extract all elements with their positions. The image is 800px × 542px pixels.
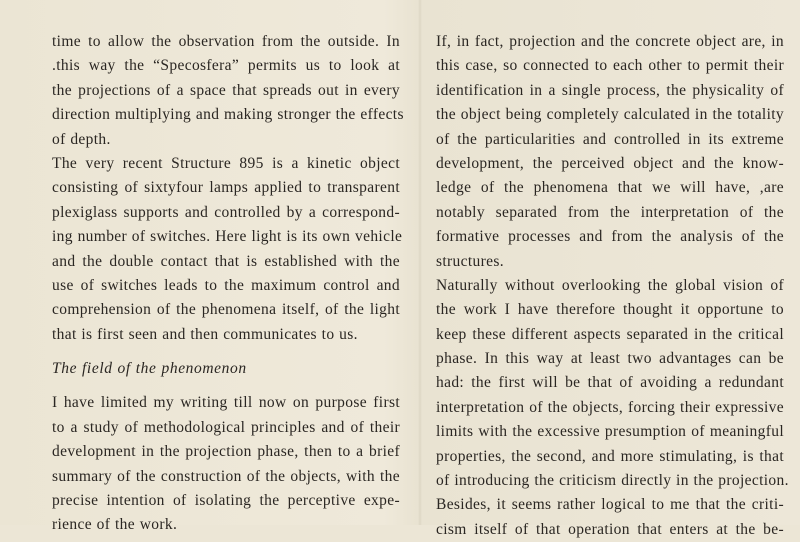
text-line: identification in a single process, the physicality of [436,81,784,99]
left-page-text [52,30,404,538]
text-line: keep these different aspects separated in the critical [436,325,784,343]
text-line: summary of the construction of the objects, with the [52,467,400,485]
text-line: to a study of methodological principles and of their [52,418,400,436]
text-line: plexiglass supports and controlled by a correspond- [52,203,400,221]
text-line: cism itself of that operation that enters at the be- [436,520,784,538]
text-line: The very recent Structure 895 is a kinetic object [52,154,400,172]
text-line: notably separated from the interpretation of the [436,203,784,221]
text-line: properties, the second, and more stimulating, is that [436,447,784,465]
text-line: rience of the work. [52,516,178,534]
text-line: phase. In this way at least two advantages can be [436,350,784,368]
text-line: of introducing the criticism directly in the projection. [436,472,789,490]
text-line: limits with the excessive presumption of meaningful [436,423,784,441]
text-line: If, in fact, projection and the concrete object are, in [436,33,784,50]
text-line: and the double contact that is established with the [52,252,400,270]
page-gutter [418,0,422,525]
text-line: of the particularities and controlled in its extreme [436,130,784,148]
text-line: direction multiplying and making stronger the effects [52,106,404,124]
text-line: precise intention of isolating the perceptive expe- [52,492,400,510]
text-line: that is first seen and then communicates to us. [52,325,358,343]
text-line: the work I have therefore thought it opportune to [436,301,784,319]
text-line: ledge of the phenomena that we will have, ,are [436,179,784,197]
text-line: interpretation of the objects, forcing their expressive [436,398,784,416]
text-line: Besides, it seems rather logical to me that the criti- [436,496,784,514]
text-line: this case, so connected to each other to permit their [436,57,784,75]
text-line: had: the first will be that of avoiding a redundant [436,374,784,392]
text-line: formative processes and from the analysis of the [436,228,784,246]
text-line: the projections of a space that spreads out in every [52,81,400,99]
right-page-text [436,30,789,542]
text-line: .this way the “Specosfera” permits us to look at [52,57,400,75]
text-line: ing number of switches. Here light is its own vehicle [52,228,403,246]
text-line: comprehension of the phenomena itself, of the light [52,301,400,319]
text-line: use of switches leads to the maximum control and [52,276,400,294]
section-heading: The field of the phenomenon [52,360,247,378]
text-line: of depth. [52,130,111,148]
text-line: I have limited my writing till now on purpose first [52,394,400,412]
text-line: consisting of sixtyfour lamps applied to transparent [52,179,400,197]
text-line: the object being completely calculated in the totality [436,106,784,124]
text-line: time to allow the observation from the outside. In [52,33,400,50]
text-line: Naturally without overlooking the global vision of [436,276,784,294]
text-line: structures. [436,252,504,270]
text-line: development in the projection phase, then to a brief [52,443,400,461]
text-line: development, the perceived object and the know- [436,154,784,172]
